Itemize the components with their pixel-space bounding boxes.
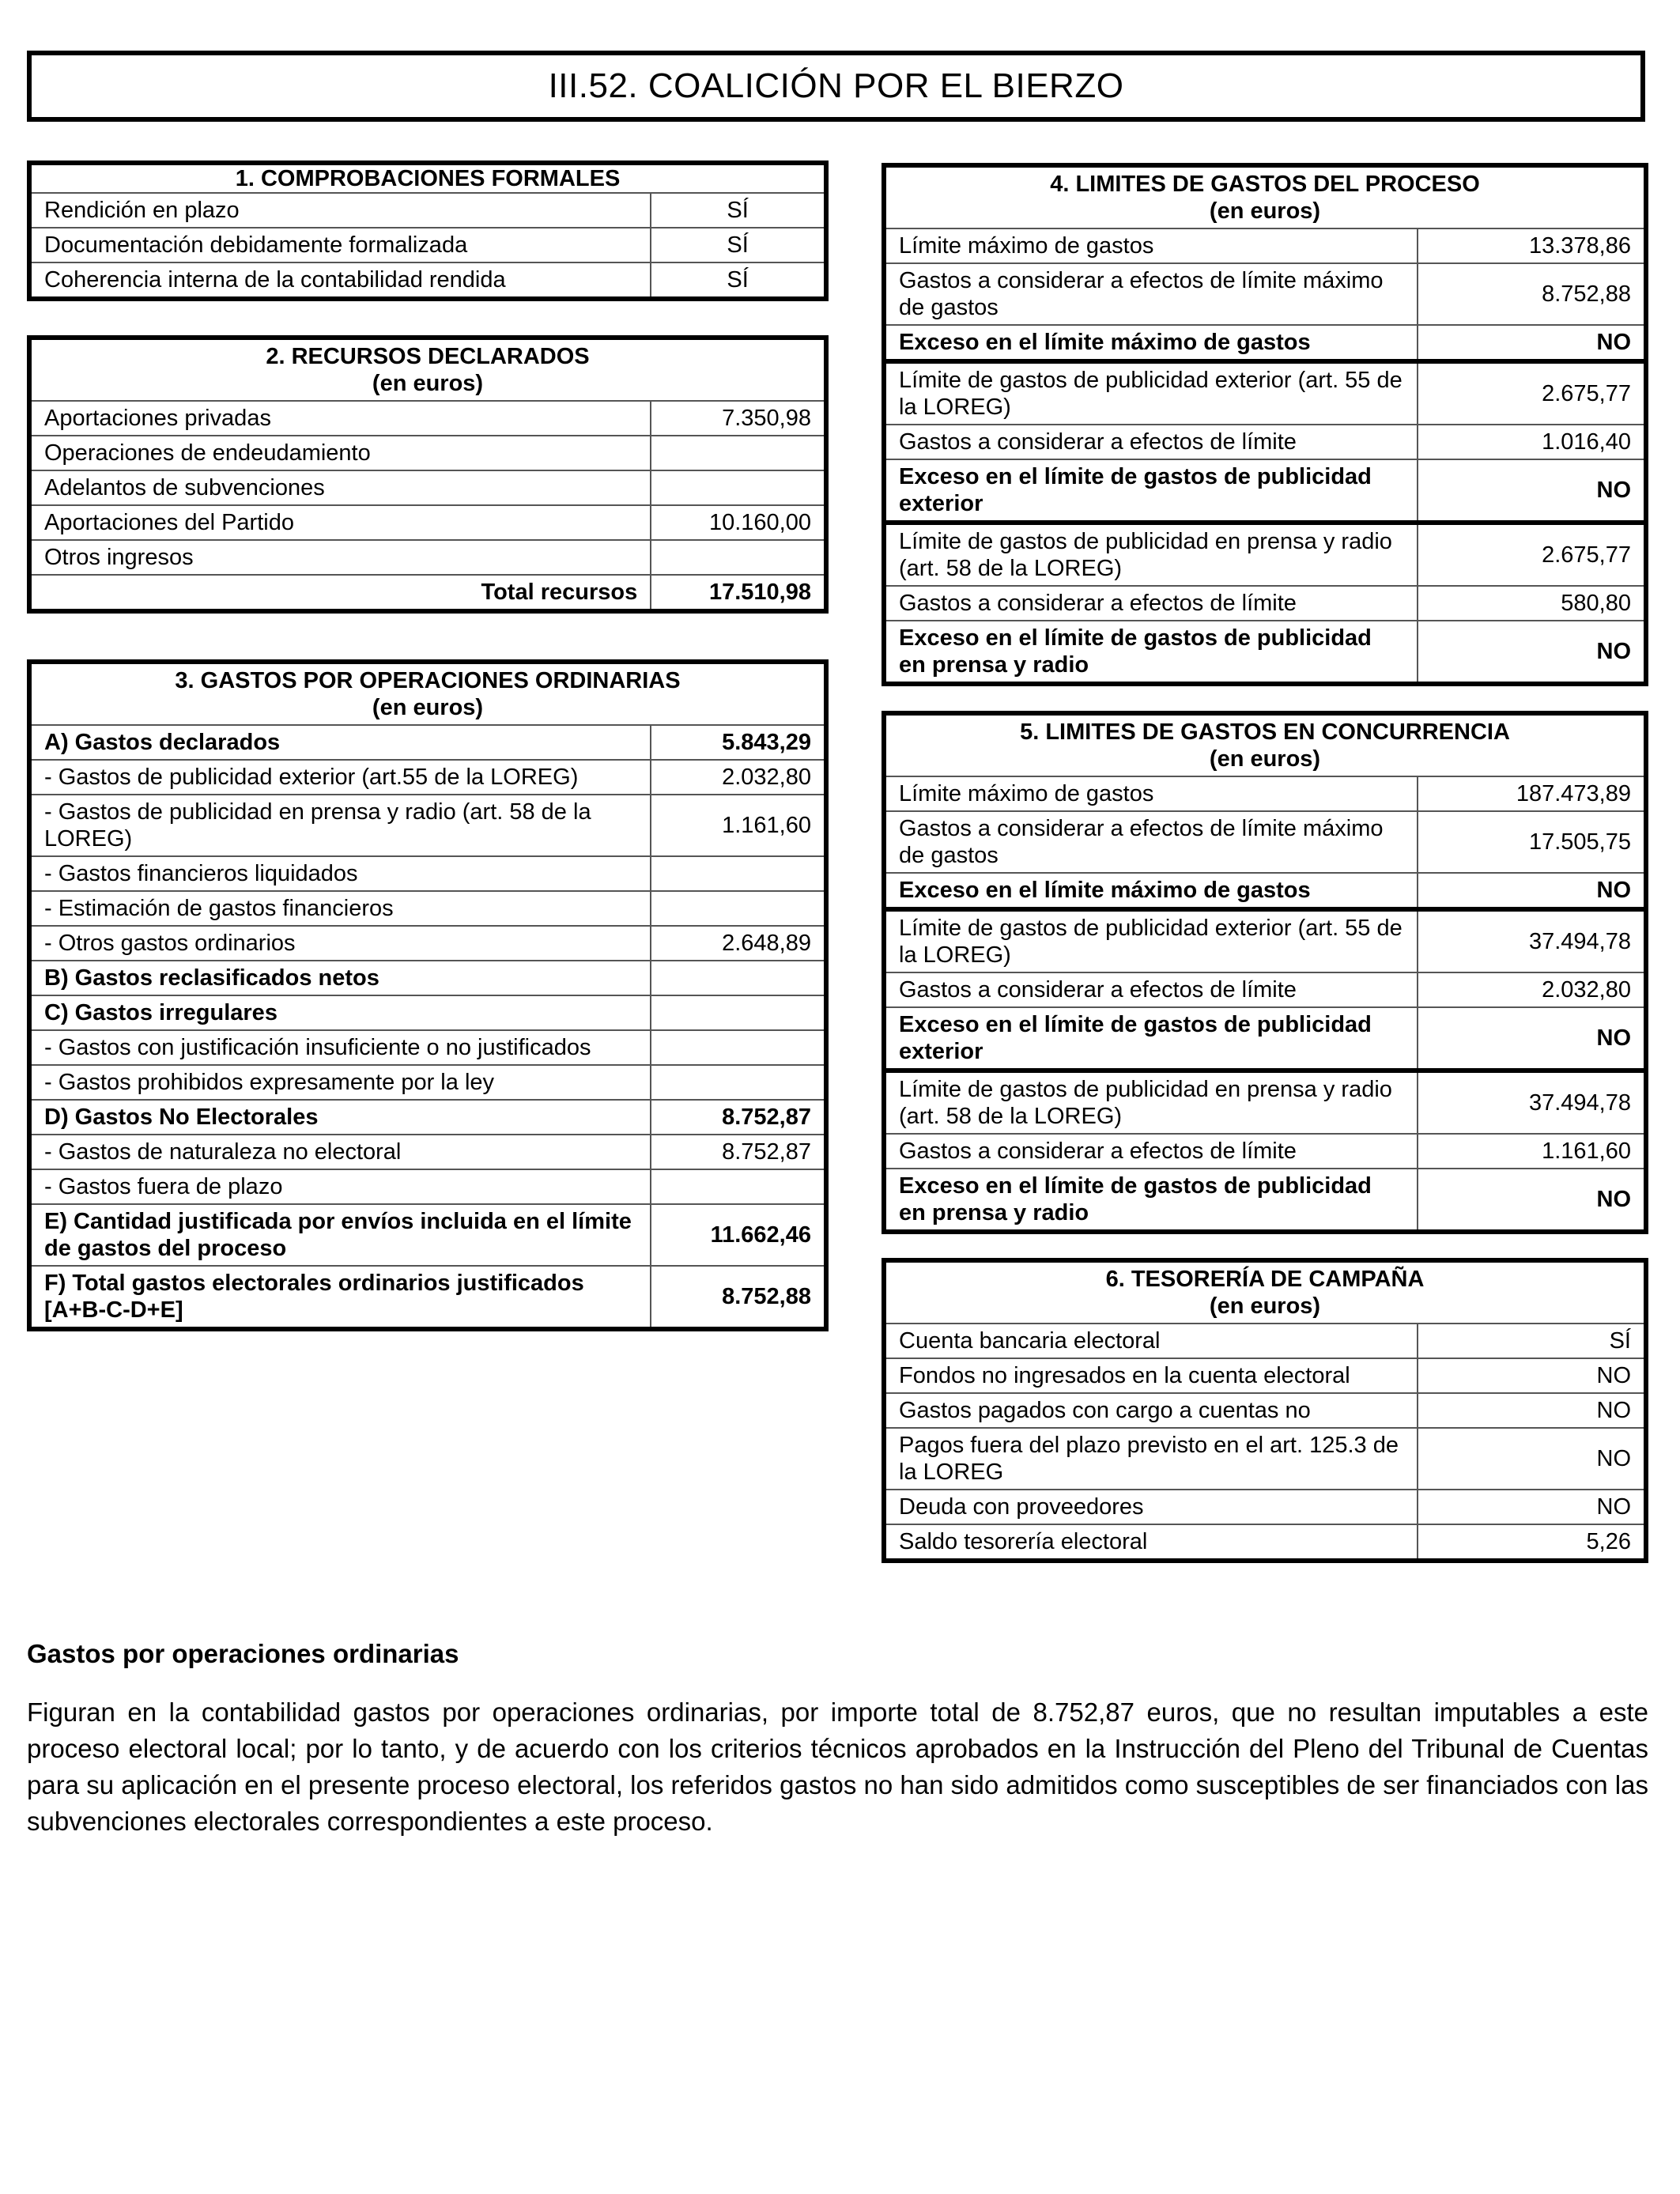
cell-value: 5.843,29 bbox=[651, 725, 826, 760]
table-row bbox=[29, 1030, 826, 1065]
table-row bbox=[29, 1100, 826, 1135]
table-row bbox=[884, 523, 1646, 586]
table-row bbox=[884, 776, 1646, 811]
cell-value: NO bbox=[1418, 325, 1646, 361]
table-header-text: (en euros) bbox=[1209, 746, 1321, 772]
table-header bbox=[29, 163, 826, 193]
cell-value: 13.378,86 bbox=[1418, 228, 1646, 263]
table-row bbox=[29, 436, 826, 470]
cell-value: 2.675,77 bbox=[1418, 361, 1646, 425]
table-row bbox=[884, 425, 1646, 459]
table-row bbox=[29, 540, 826, 575]
process-limits-table bbox=[882, 163, 1648, 686]
table-row bbox=[29, 505, 826, 540]
table-row bbox=[29, 926, 826, 961]
table-header-text: 1. COMPROBACIONES FORMALES bbox=[235, 166, 621, 191]
cell-value: 1.161,60 bbox=[1418, 1134, 1646, 1169]
cell-value bbox=[651, 1169, 826, 1204]
cell-label: A) Gastos declarados bbox=[29, 725, 651, 760]
table-row bbox=[29, 1135, 826, 1169]
cell-value: 2.032,80 bbox=[1418, 972, 1646, 1007]
cell-value: 1.161,60 bbox=[651, 795, 826, 856]
table-row bbox=[884, 972, 1646, 1007]
cell-label: Límite de gastos de publicidad en prensa y radio (art. 58 de la LOREG) bbox=[884, 523, 1418, 586]
cell-value: 8.752,88 bbox=[651, 1266, 826, 1329]
cell-label: Exceso en el límite de gastos de publicidad exterior bbox=[884, 459, 1418, 523]
table-row bbox=[884, 459, 1646, 523]
cell-value: NO bbox=[1418, 1169, 1646, 1232]
cell-value: 8.752,87 bbox=[651, 1135, 826, 1169]
cell-label: Gastos a considerar a efectos de límite bbox=[884, 1134, 1418, 1169]
cell-value: NO bbox=[1418, 1428, 1646, 1490]
cell-label: Saldo tesorería electoral bbox=[884, 1524, 1418, 1561]
cell-value: NO bbox=[1418, 621, 1646, 684]
cell-value bbox=[651, 540, 826, 575]
cell-label: Gastos a considerar a efectos de límite máximo de gastos bbox=[884, 811, 1418, 873]
table-header bbox=[29, 338, 826, 401]
table-header bbox=[884, 165, 1646, 228]
table-row bbox=[29, 995, 826, 1030]
table-row bbox=[884, 1393, 1646, 1428]
cell-value: 11.662,46 bbox=[651, 1204, 826, 1266]
table-header-text: (en euros) bbox=[372, 371, 484, 396]
cell-label: D) Gastos No Electorales bbox=[29, 1100, 651, 1135]
table-row bbox=[29, 401, 826, 436]
table-row bbox=[884, 1490, 1646, 1524]
cell-value: NO bbox=[1418, 1393, 1646, 1428]
table-row bbox=[884, 1007, 1646, 1071]
cell-value: 2.675,77 bbox=[1418, 523, 1646, 586]
table-row bbox=[884, 1428, 1646, 1490]
cell-label: Exceso en el límite de gastos de publicidad exterior bbox=[884, 1007, 1418, 1071]
cell-value: 580,80 bbox=[1418, 586, 1646, 621]
table-row bbox=[884, 811, 1646, 873]
cell-label: Deuda con proveedores bbox=[884, 1490, 1418, 1524]
table-header-text: 4. LIMITES DE GASTOS DEL PROCESO bbox=[1050, 172, 1480, 197]
table-row bbox=[29, 961, 826, 995]
table-row bbox=[884, 361, 1646, 425]
table-row bbox=[884, 1324, 1646, 1358]
cell-label: - Estimación de gastos financieros bbox=[29, 891, 651, 926]
cell-value bbox=[651, 1030, 826, 1065]
table-row bbox=[29, 193, 826, 228]
table-row bbox=[29, 1266, 826, 1329]
cell-value: 2.032,80 bbox=[651, 760, 826, 795]
table-row bbox=[29, 760, 826, 795]
cell-label: - Gastos fuera de plazo bbox=[29, 1169, 651, 1204]
table-header bbox=[884, 1260, 1646, 1324]
cell-label: Gastos a considerar a efectos de límite máximo de gastos bbox=[884, 263, 1418, 325]
cell-label: - Gastos financieros liquidados bbox=[29, 856, 651, 891]
cell-value bbox=[651, 856, 826, 891]
cell-label: Límite máximo de gastos bbox=[884, 776, 1418, 811]
cell-value: 5,26 bbox=[1418, 1524, 1646, 1561]
cell-value: 10.160,00 bbox=[651, 505, 826, 540]
cell-value: 2.648,89 bbox=[651, 926, 826, 961]
table-row bbox=[884, 1071, 1646, 1134]
cell-label: - Gastos de publicidad exterior (art.55 de la LOREG) bbox=[29, 760, 651, 795]
cell-value: NO bbox=[1418, 1007, 1646, 1071]
cell-label: Gastos a considerar a efectos de límite bbox=[884, 586, 1418, 621]
cell-label: Límite máximo de gastos bbox=[884, 228, 1418, 263]
cell-label: Gastos pagados con cargo a cuentas no bbox=[884, 1393, 1418, 1428]
cell-label: Rendición en plazo bbox=[29, 193, 651, 228]
cell-label: Exceso en el límite máximo de gastos bbox=[884, 873, 1418, 909]
cell-label: Gastos a considerar a efectos de límite bbox=[884, 425, 1418, 459]
cell-value: 37.494,78 bbox=[1418, 1071, 1646, 1134]
cell-label: Límite de gastos de publicidad exterior (art. 55 de la LOREG) bbox=[884, 909, 1418, 972]
cell-label: Documentación debidamente formalizada bbox=[29, 228, 651, 262]
cell-label: Exceso en el límite máximo de gastos bbox=[884, 325, 1418, 361]
table-row bbox=[884, 1134, 1646, 1169]
cell-value: NO bbox=[1418, 459, 1646, 523]
table-row bbox=[29, 891, 826, 926]
cell-value: 8.752,87 bbox=[651, 1100, 826, 1135]
table-header bbox=[884, 713, 1646, 776]
table-row bbox=[884, 263, 1646, 325]
cell-value bbox=[651, 891, 826, 926]
cell-value bbox=[651, 436, 826, 470]
total-row bbox=[29, 575, 826, 611]
table-header-text: 5. LIMITES DE GASTOS EN CONCURRENCIA bbox=[1020, 719, 1510, 745]
table-row bbox=[29, 1065, 826, 1100]
cell-value bbox=[651, 995, 826, 1030]
cell-label: Pagos fuera del plazo previsto en el art. 125.3 de la LOREG bbox=[884, 1428, 1418, 1490]
cell-value: SÍ bbox=[651, 228, 826, 262]
cell-label: Total recursos bbox=[29, 575, 651, 611]
cell-value: 187.473,89 bbox=[1418, 776, 1646, 811]
section-title: Gastos por operaciones ordinarias bbox=[27, 1639, 459, 1668]
cell-label: F) Total gastos electorales ordinarios justificados [A+B-C-D+E] bbox=[29, 1266, 651, 1329]
table-header-text: 2. RECURSOS DECLARADOS bbox=[266, 344, 590, 369]
declared-resources-table bbox=[27, 335, 829, 614]
cell-label: Coherencia interna de la contabilidad rendida bbox=[29, 262, 651, 299]
cell-label: Operaciones de endeudamiento bbox=[29, 436, 651, 470]
cell-label: Gastos a considerar a efectos de límite bbox=[884, 972, 1418, 1007]
table-header-text: (en euros) bbox=[1209, 198, 1321, 224]
table-header-text: 6. TESORERÍA DE CAMPAÑA bbox=[1105, 1267, 1425, 1292]
table-row bbox=[884, 586, 1646, 621]
cell-label: Límite de gastos de publicidad en prensa y radio (art. 58 de la LOREG) bbox=[884, 1071, 1418, 1134]
cell-value bbox=[651, 961, 826, 995]
table-header bbox=[29, 662, 826, 725]
cell-label: - Gastos prohibidos expresamente por la ley bbox=[29, 1065, 651, 1100]
cell-label: - Gastos de publicidad en prensa y radio (art. 58 de la LOREG) bbox=[29, 795, 651, 856]
table-row bbox=[884, 325, 1646, 361]
formal-checks-table bbox=[27, 160, 829, 301]
table-row bbox=[884, 909, 1646, 972]
cell-label: Fondos no ingresados en la cuenta electoral bbox=[884, 1358, 1418, 1393]
ordinary-expenses-table bbox=[27, 659, 829, 1331]
table-row bbox=[29, 1204, 826, 1266]
cell-label: Exceso en el límite de gastos de publicidad en prensa y radio bbox=[884, 621, 1418, 684]
cell-value: 8.752,88 bbox=[1418, 263, 1646, 325]
cell-value: SÍ bbox=[651, 262, 826, 299]
cell-value bbox=[651, 1065, 826, 1100]
cell-value: 17.510,98 bbox=[651, 575, 826, 611]
table-row bbox=[884, 228, 1646, 263]
table-row bbox=[884, 1524, 1646, 1561]
table-header-text: 3. GASTOS POR OPERACIONES ORDINARIAS bbox=[175, 668, 681, 693]
table-header-text: (en euros) bbox=[1209, 1293, 1321, 1319]
cell-value: SÍ bbox=[651, 193, 826, 228]
cell-label: - Gastos de naturaleza no electoral bbox=[29, 1135, 651, 1169]
cell-label: - Gastos con justificación insuficiente o no justificados bbox=[29, 1030, 651, 1065]
cell-value: 17.505,75 bbox=[1418, 811, 1646, 873]
cell-value bbox=[651, 470, 826, 505]
cell-value: NO bbox=[1418, 873, 1646, 909]
cell-label: Exceso en el límite de gastos de publicidad en prensa y radio bbox=[884, 1169, 1418, 1232]
cell-label: E) Cantidad justificada por envíos incluida en el límite de gastos del proceso bbox=[29, 1204, 651, 1266]
cell-value: 1.016,40 bbox=[1418, 425, 1646, 459]
concurrence-limits-table bbox=[882, 711, 1648, 1234]
table-row bbox=[29, 228, 826, 262]
table-row bbox=[29, 725, 826, 760]
cell-value: NO bbox=[1418, 1358, 1646, 1393]
table-row bbox=[884, 1358, 1646, 1393]
page-title: III.52. COALICIÓN POR EL BIERZO bbox=[27, 51, 1645, 122]
table-row bbox=[29, 795, 826, 856]
table-row bbox=[29, 262, 826, 299]
table-header-text: (en euros) bbox=[372, 695, 484, 720]
cell-label: B) Gastos reclasificados netos bbox=[29, 961, 651, 995]
table-row bbox=[29, 1169, 826, 1204]
body-paragraph: Figuran en la contabilidad gastos por operaciones ordinarias, por importe total de 8.752,87 euros, que no resultan imputables a este proceso electoral local; por lo tanto, y de acuerdo con los criterios técnicos aprobados en la Instrucción del Pleno del Tribunal de Cuentas para su aplicación en el presente proceso electoral, los referidos gastos no han sido admitidos como susceptibles de ser financiados con las subvenciones electorales correspondientes a este proceso. bbox=[27, 1697, 1648, 1836]
table-row bbox=[29, 470, 826, 505]
cell-label: Cuenta bancaria electoral bbox=[884, 1324, 1418, 1358]
cell-label: C) Gastos irregulares bbox=[29, 995, 651, 1030]
cell-label: Límite de gastos de publicidad exterior (art. 55 de la LOREG) bbox=[884, 361, 1418, 425]
cell-label: Aportaciones del Partido bbox=[29, 505, 651, 540]
campaign-treasury-table bbox=[882, 1258, 1648, 1563]
cell-label: Aportaciones privadas bbox=[29, 401, 651, 436]
cell-value: SÍ bbox=[1418, 1324, 1646, 1358]
table-row bbox=[884, 621, 1646, 684]
cell-label: Otros ingresos bbox=[29, 540, 651, 575]
table-row bbox=[29, 856, 826, 891]
table-row bbox=[884, 873, 1646, 909]
table-row bbox=[884, 1169, 1646, 1232]
cell-value: 37.494,78 bbox=[1418, 909, 1646, 972]
cell-label: - Otros gastos ordinarios bbox=[29, 926, 651, 961]
cell-label: Adelantos de subvenciones bbox=[29, 470, 651, 505]
cell-value: NO bbox=[1418, 1490, 1646, 1524]
cell-value: 7.350,98 bbox=[651, 401, 826, 436]
